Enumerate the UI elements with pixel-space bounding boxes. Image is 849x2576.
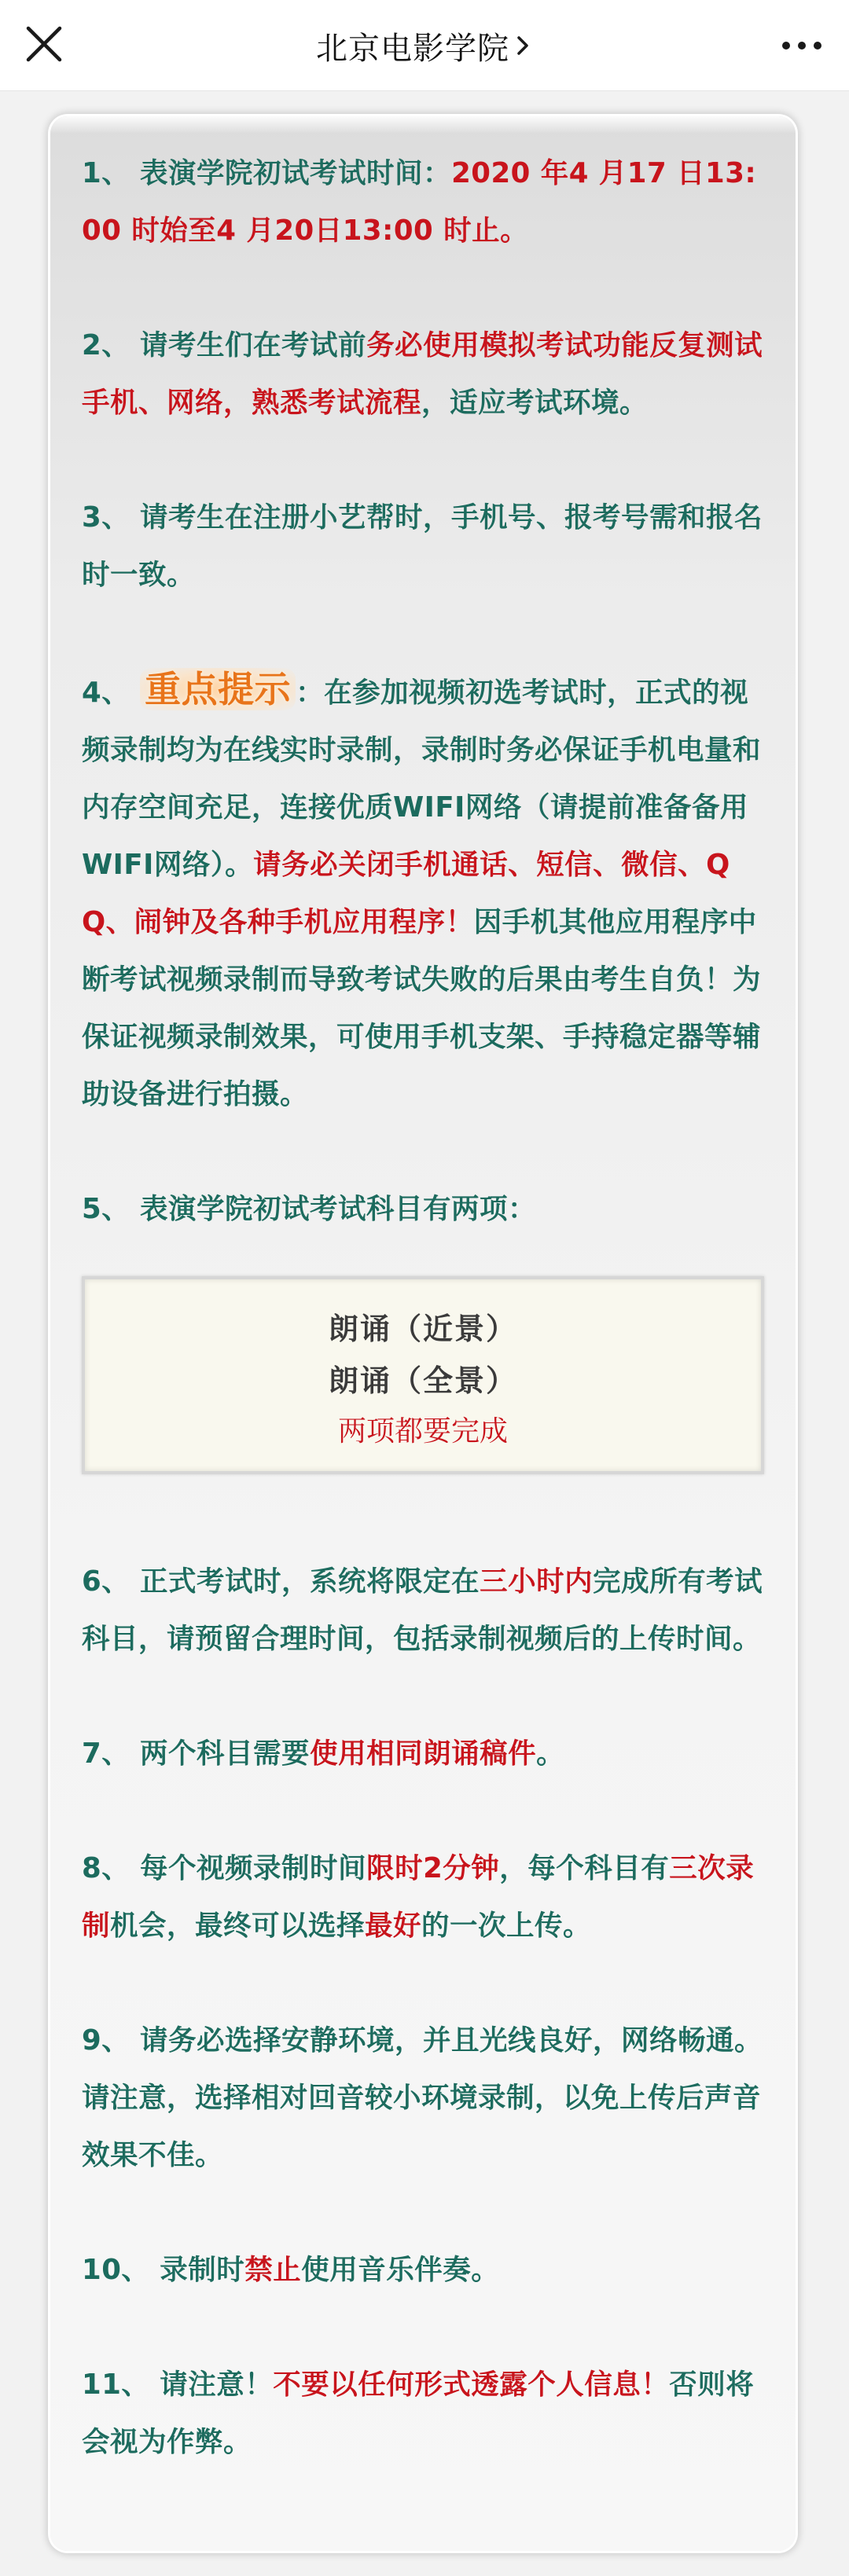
item-4-emphasis: 请务必关闭手机通话、短信、微信、QQ、闹钟及各种手机应用程序！ [82, 849, 730, 938]
notice-item-10 [82, 2241, 764, 2299]
item-11-emphasis: 不要以任何形式透露个人信息！ [273, 2369, 670, 2401]
item-7-text: 7、 两个科目需要 [82, 1738, 311, 1770]
notice-item-3 [82, 489, 764, 604]
item-5-text: 5、 表演学院初试考试科目有两项： [82, 1193, 537, 1225]
item-11-text: 11、 请注意！ [82, 2369, 274, 2401]
subjects-note: 两项都要完成 [337, 1415, 508, 1448]
notice-item-1 [82, 145, 764, 259]
item-10-emphasis: 禁止 [244, 2254, 302, 2286]
key-tip-highlight: 重点提示 [140, 668, 296, 710]
notice-item-8 [82, 1840, 764, 1954]
item-7-text-end: 。 [536, 1738, 565, 1770]
top-navigation-bar [0, 0, 849, 91]
notice-item-5 [82, 1180, 764, 1238]
item-6-emphasis: 三小时内 [480, 1565, 594, 1598]
item-8-text-end: 的一次上传。 [421, 1910, 592, 1942]
item-8-emphasis-best: 最好 [365, 1910, 422, 1942]
page-title-container[interactable] [0, 0, 849, 91]
chevron-right-icon[interactable] [514, 30, 533, 61]
item-2-text-end: ，适应考试环境。 [421, 387, 649, 419]
notice-item-9 [82, 2012, 764, 2184]
notice-item-6 [82, 1553, 764, 1668]
item-8-emphasis-time: 限时2分钟 [366, 1852, 500, 1884]
notice-item-2 [82, 317, 764, 431]
item-4-text-end: 因手机其他应用程序中断考试视频录制而导致考试失败的后果由考生自负！为保证视频录制效果，可使用手机支架、手持稳定器等辅助设备进行拍摄。 [82, 906, 762, 1110]
item-6-text-end: 完成所有考试科目，请预留合理时间，包括录制视频后的上传时间。 [82, 1565, 763, 1655]
item-8-emphasis-attempts: 三次录制 [82, 1852, 755, 1942]
item-1-emphasis: 2020 年4 月17 日13:00 时始至4 月20日13:00 时止。 [82, 157, 757, 247]
item-11-text-end: 否则将会视为作弊。 [82, 2369, 755, 2458]
subject-close-up: 朗诵（近景） [328, 1312, 517, 1346]
item-8-text: 8、 每个视频录制时间 [82, 1852, 367, 1884]
item-2-emphasis: 务必使用模拟考试功能反复测试手机、网络，熟悉考试流程 [82, 329, 763, 419]
notice-item-11 [82, 2356, 764, 2471]
item-9-text: 9、 请务必选择安静环境，并且光线良好，网络畅通。请注意，选择相对回音较小环境录制，以免上传后声音效果不佳。 [82, 2024, 763, 2171]
exam-subjects-box [82, 1276, 764, 1474]
more-dots-icon[interactable] [777, 28, 827, 63]
item-4-text: ：在参加视频初选考试时，正式的视频录制均为在线实时录制，录制时务必保证手机电量和内存空间充足，连接优质WIFI网络（请提前准备备用WIFI网络）。 [82, 677, 762, 881]
item-4-number: 4、 [82, 677, 141, 709]
item-3-text: 3、 请考生在注册小艺帮时，手机号、报考号需和报名时一致。 [82, 501, 763, 591]
item-10-text: 10、 录制时 [82, 2254, 245, 2286]
page-title[interactable]: 北京电影学院 [316, 30, 509, 67]
item-8-text-mid2: 机会，最终可以选择 [110, 1910, 366, 1942]
notice-item-7 [82, 1725, 764, 1782]
notice-item-4 [82, 661, 764, 1123]
notice-card [50, 116, 796, 2551]
subject-full-shot: 朗诵（全景） [328, 1363, 517, 1398]
item-8-text-mid: ，每个科目有 [499, 1852, 670, 1884]
item-1-text: 1、 表演学院初试考试时间： [82, 157, 452, 189]
item-6-text: 6、 正式考试时，系统将限定在 [82, 1565, 480, 1598]
item-10-text-end: 使用音乐伴奏。 [301, 2254, 500, 2286]
item-7-emphasis: 使用相同朗诵稿件 [310, 1738, 537, 1770]
item-2-text: 2、 请考生们在考试前 [82, 329, 367, 361]
